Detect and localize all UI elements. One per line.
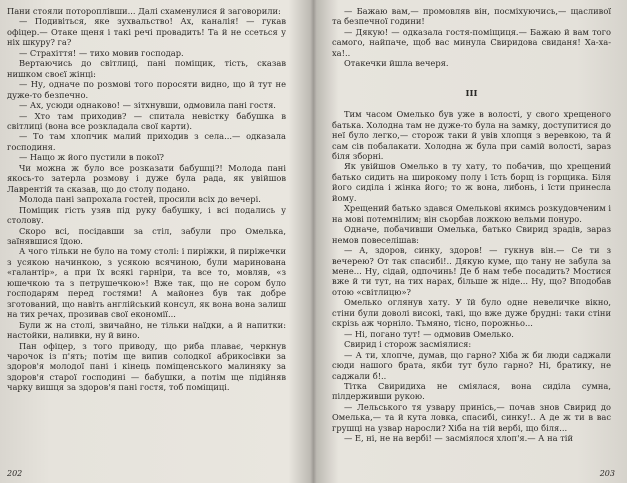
paragraph: Отакечки йшла вечеря. bbox=[344, 58, 449, 69]
paragraph: — А, здоров, синку, здоров! — гукнув він.— Се ти з вечерею? От так спасибі!.. Дякую куме, що тану не забула за мене... Ну, сідай, одпочинь! Де б нам тебе посадить? Мостися вже й ти тут, на тих нарах, більше ж ніде... Ну, що? Вподобав отою «світлицю»? bbox=[332, 245, 611, 297]
paragraph: Омелько оглянув хату. У їй було одне невеличке вікно, стіни були доволі високі, такі, що вже дуже брудні: таки стіни скрізь аж чорніло. Тьмяно, тісно, порожньо... bbox=[332, 297, 611, 329]
paragraph: — То там хлопчик малий приходив з села...— одказала господиня. bbox=[7, 131, 286, 152]
paragraph: — Хто там приходив? — спитала невістку бабушка в світлиці (вона все розкладала свої карти). bbox=[7, 110, 286, 131]
paragraph: Тим часом Омелько був уже в волості, у свого хрещеного батька. Холодна там не дуже-то була на замку, доступитися до неї було легко,— сторож таки й увів хлопця з веревкою, та й сам сів побалакати. Холодна ж була при самій волості, зараз біля зборні. bbox=[332, 109, 611, 161]
paragraph: Пан офіцер, з того приводу, що риба плаває, черкнув чарочок із п'ять; потім ще випив солодкої абрикосівки за здоров'я молодої пані і кінець поміщенського малиняку за здоров'я старої господині — бабушки, а потім ще підійняв чарку вишця за здоров'я пані гостя, тоб поміщиці. bbox=[7, 340, 286, 393]
paragraph: Вертаючись до світлиці, пані поміщик, тість, сказав нишком своєї жінці: bbox=[7, 58, 286, 79]
paragraph: А чого тільки не було на тому столі: і пиріжки, й пиріжечки з усякою начинкою, з усякою всячиною, були маринована «галантір», а при їх всякі гарніри, та все то, мовляв, «з юшечкою та з петрушечкою»! Вже так, що не сором було господарям перед гостями! А майонез був так добре зготований, що навіть англійський консул, як вона вона залиш на тих речах, прозивав свої економії... bbox=[7, 246, 286, 320]
page-number-left: 202 bbox=[7, 469, 23, 478]
paragraph: Скоро всі, посідавши за стіл, забули про Омелька, заїнявшися їдою. bbox=[7, 225, 286, 246]
left-page bbox=[7, 6, 286, 476]
paragraph: Були ж на столі, звичайно, не тільки наїдки, а й напитки: настойки, наливки, ну й вино. bbox=[7, 319, 286, 341]
paragraph: Чи можна ж було все розказати бабушці?! Молода пані якось-то затерла розмову і дуже була рада, як увійшов Лаврентій та сказав, що до столу подано. bbox=[7, 162, 286, 194]
paragraph: — Ну, одначе по розмові того поросяти видно, що й тут не дуже-то безпечно. bbox=[7, 79, 286, 100]
paragraph: — Лельського тя узвару принісь,— почав знов Свирид до Омелька,— та й кута ловка, спасибі, синку!.. А де ж ти в вас грушці на узвар наросли? Хіба на тій вербі, що біля... bbox=[332, 401, 611, 433]
paragraph: Тітка Свиридиха не сміялася, вона сиділа сумна, пілдерживши рукою. bbox=[332, 380, 611, 402]
paragraph: Хрещений батько здався Омелькові якимсь розкудовченим і на мові потемнілим; він сьорбав ложкою вельми понуро. bbox=[332, 203, 611, 224]
right-page bbox=[332, 6, 611, 476]
paragraph: — А ти, хлопче, думав, що гарно? Хіба ж би люди саджали сюди нашого брата, якби тут було гарно? Ні, братику, не саджали б!.. bbox=[332, 349, 611, 381]
paragraph: — Подивіться, яке зухвальство! Ах, каналія! — гукав офіцер.— Отаке щеня і такі речі провадить! Та й не ссеться у ніх шкуру? га? bbox=[7, 16, 286, 48]
page-number-right: 203 bbox=[599, 469, 615, 478]
paragraph: — Нащо ж його пустили в покої? bbox=[19, 152, 164, 163]
paragraph: Пани стояли потороплівши... Далі схаменулися й заговорили: bbox=[7, 6, 281, 16]
paragraph: — Дякую! — одказала гостя-поміщиця.— Бажаю й вам того самого, найпаче, щоб вас минула Свиридова свиданя! Ха-ха-ха!.. bbox=[332, 26, 611, 58]
paragraph: Одначе, побачивши Омелька, батько Свирид зрадів, зараз немов повеселішав: bbox=[332, 224, 611, 245]
paragraph: — Ах, усюди однаково! — зітхнувши, одмовила пані гостя. bbox=[19, 100, 276, 111]
paragraph: — Ні, погано тут! — одмовив Омелько. bbox=[344, 328, 514, 339]
chapter-heading: III bbox=[465, 88, 478, 99]
paragraph: Молода пані запрохала гостей, просили всіх до вечері. bbox=[19, 194, 261, 205]
paragraph: — Е, ні, не на вербі! — засміялося хлоп'я.— А на тій bbox=[344, 433, 573, 444]
paragraph: Поміщик гість узяв під руку бабушку, і всі подались у столову. bbox=[7, 204, 286, 226]
paragraph: — Бажаю вам,— промовляв він, посміхуючись,— щасливої та безпечної години! bbox=[332, 6, 611, 27]
paragraph: — Страхіття! — тихо мовив господар. bbox=[19, 47, 184, 58]
paragraph: Свирид і сторож засміялися: bbox=[344, 339, 472, 350]
paragraph: Як увійшов Омелько в ту хату, то побачив, що хрещений батько сидить на широкому полу і їсть борщ із горщика. Біля його сиділа і жінка його; то ж вона, либонь, і їсти принесла йому. bbox=[332, 161, 611, 203]
